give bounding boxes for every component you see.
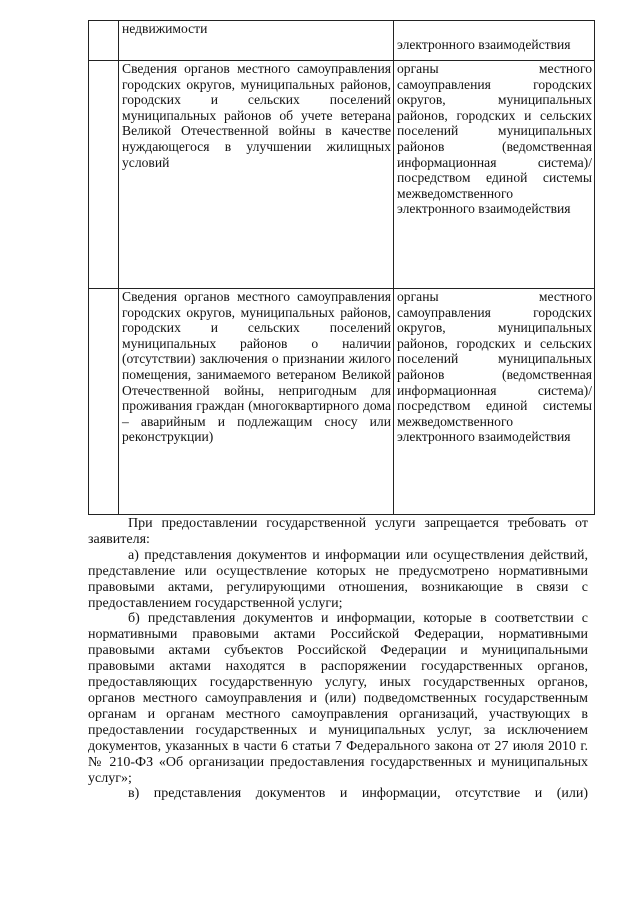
info-text: Сведения органов местного самоуправления городских округов, муниципальных районов, городских и сельских поселений муниципальных районов о наличии (отсутствии) заключения о признании жилого помещения, занимаемого ветераном Великой Отечественной войны, непригодным для проживания граждан (многоквартирного дома – аварийным и подлежащим сносу или реконструкции) bbox=[122, 289, 391, 445]
intro-paragraph: При предоставлении государственной услуги запрещается требовать от заявителя: bbox=[88, 516, 588, 547]
paragraph-b: б) представления документов и информации, которые в соответствии с нормативными правовыми актами Российской Федерации, нормативными правовыми актами субъектов Российской Федерации и муниципальными правовыми актами находятся в распоряжении государственных органов, предоставляющих государственную услугу, иных государственных органов, органов местного самоуправления и (или) подведомственных государственным органам и органам местного самоуправления организаций, участвующих в предоставлении государственных и муниципальных услуг, за исключением документов, указанных в части 6 статьи 7 Федерального закона от 27 июля 2010 г. № 210-ФЗ «Об организации предоставления государственных и муниципальных услуг»; bbox=[88, 611, 588, 786]
info-text: недвижимости bbox=[122, 21, 208, 36]
paragraph-c: в) представления документов и информации, отсутствие и (или) bbox=[128, 786, 588, 802]
table-row bbox=[89, 289, 595, 515]
info-cell bbox=[119, 289, 394, 515]
document-body bbox=[88, 516, 588, 802]
table-row bbox=[89, 21, 595, 61]
source-cell bbox=[394, 21, 595, 61]
info-cell bbox=[119, 61, 394, 289]
source-cell bbox=[394, 289, 595, 515]
source-cell bbox=[394, 61, 595, 289]
source-text: электронного взаимодействия bbox=[397, 37, 571, 52]
services-table bbox=[88, 20, 595, 515]
table-row bbox=[89, 61, 595, 289]
source-text: органы местного самоуправления городских округов, муниципальных районов, городских и сельских поселений муниципальных районов (ведомственная информационная система)/посредством единой системы межведомственного электронного взаимодействия bbox=[397, 61, 592, 217]
info-cell bbox=[119, 21, 394, 61]
row-number-cell bbox=[89, 61, 119, 289]
paragraph-a: а) представления документов и информации или осуществления действий, представление или осуществление которых не предусмотрено нормативными правовыми актами, регулирующими отношения, возникающие в связи с предоставлением государственной услуги; bbox=[88, 547, 588, 611]
row-number-cell bbox=[89, 289, 119, 515]
source-text: органы местного самоуправления городских округов, муниципальных районов, городских и сельских поселений муниципальных районов (ведомственная информационная система)/посредством единой системы межведомственного электронного взаимодействия bbox=[397, 289, 592, 445]
info-text: Сведения органов местного самоуправления городских округов, муниципальных районов, городских и сельских поселений муниципальных районов об учете ветерана Великой Отечественной войны в качестве нуждающегося в улучшении жилищных условий bbox=[122, 61, 391, 170]
row-number-cell bbox=[89, 21, 119, 61]
